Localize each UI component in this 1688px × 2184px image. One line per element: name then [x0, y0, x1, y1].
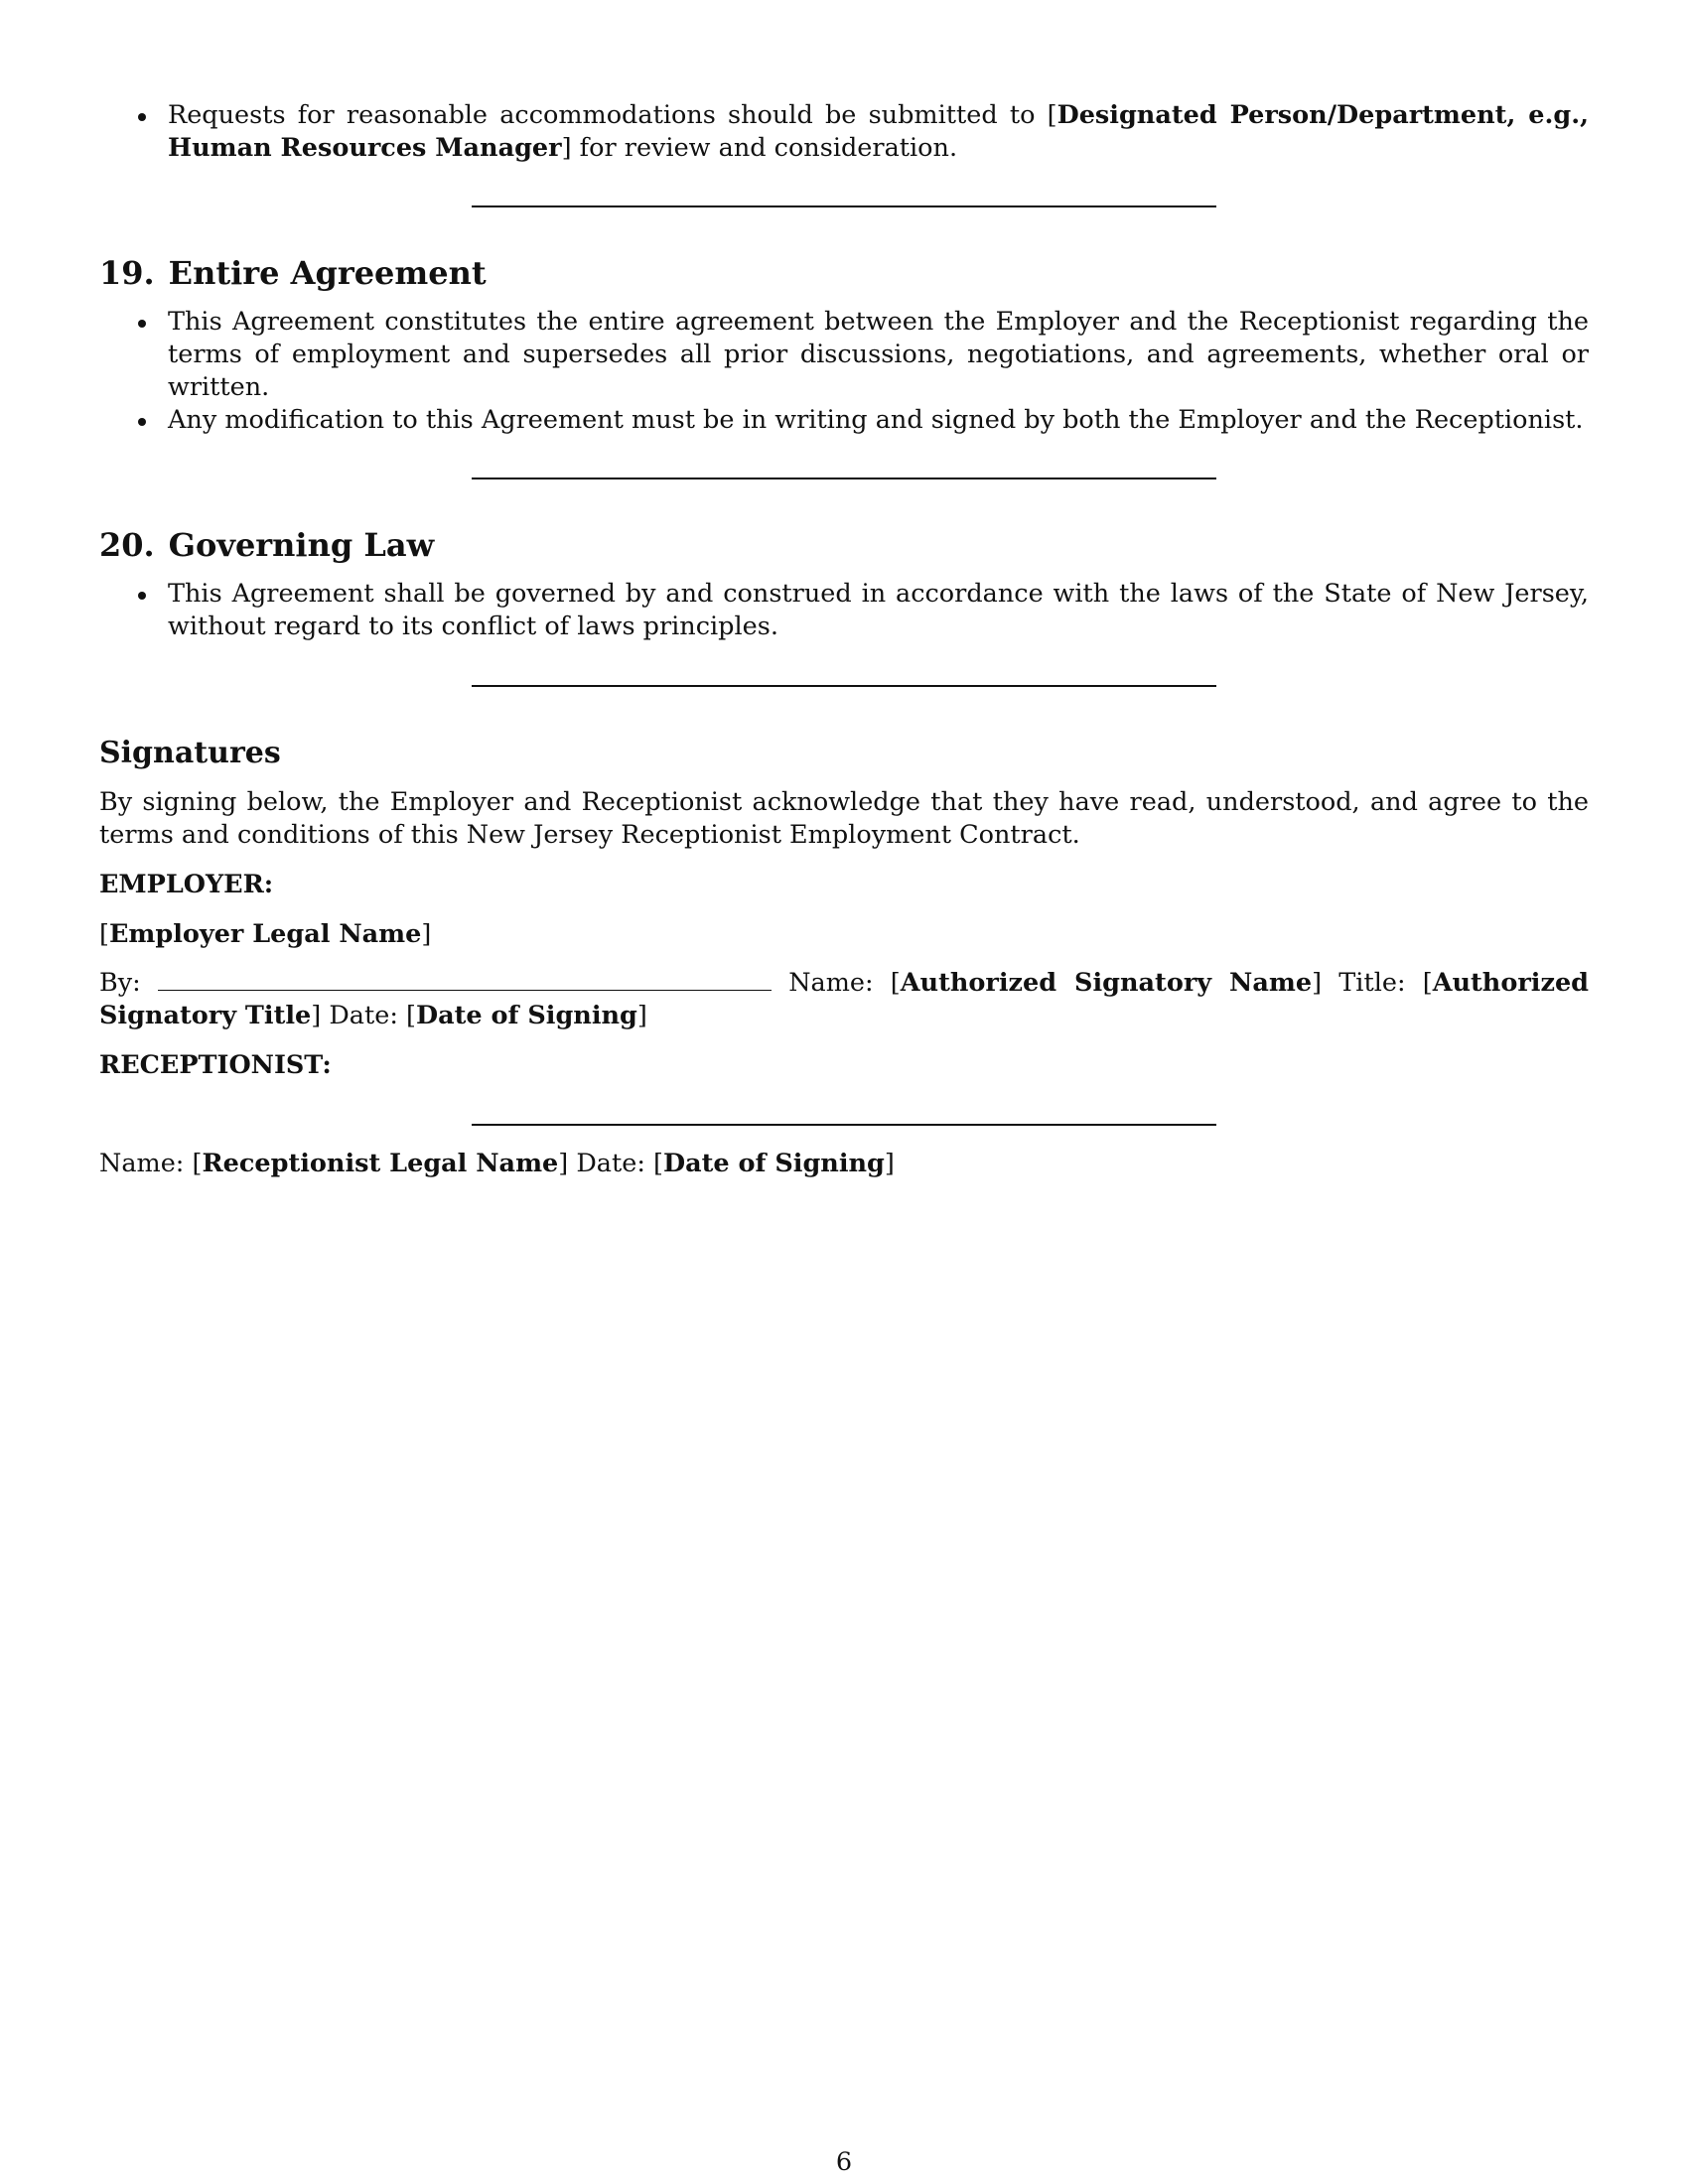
section-20-bullets: [99, 578, 1589, 643]
section-divider: [472, 685, 1216, 687]
receptionist-name: Receptionist Legal Name: [202, 1149, 559, 1178]
bracket-open: [: [99, 919, 109, 949]
signatory-name: Authorized Signatory Name: [900, 968, 1313, 998]
signatory-title: Authorized Signatory Title: [99, 968, 1590, 1030]
receptionist-name-label: Name:: [99, 1149, 185, 1178]
receptionist-date-value: Date of Signing: [662, 1149, 885, 1178]
signatures-intro: By signing below, the Employer and Receptionist acknowledge that they have read, understood, and agree to the terms and conditions of this New Jersey Receptionist Employment Contract.: [99, 787, 1589, 850]
title-label: Title:: [1338, 968, 1406, 998]
receptionist-signature-line[interactable]: [472, 1124, 1216, 1126]
bullet-icon: [138, 418, 146, 426]
receptionist-signature-block: Name: [Receptionist Legal Name] Date: [Date of Signing]: [99, 1149, 895, 1178]
employer-name-line: [99, 918, 1589, 951]
list-item: [99, 306, 1589, 404]
section-title: Governing Law: [168, 526, 435, 564]
receptionist-label: RECEPTIONIST:: [99, 1050, 332, 1080]
section-19-heading: [99, 253, 1589, 293]
bullet-text: Any modification to this Agreement must be in writing and signed by both the Employer and the Receptionist.: [168, 405, 1584, 435]
employer-name: Employer Legal Name: [108, 919, 422, 949]
by-label: By:: [99, 968, 141, 998]
page-number: 6: [835, 2147, 853, 2177]
employer-label: EMPLOYER:: [99, 870, 274, 899]
name-label: Name:: [788, 968, 874, 998]
date-value: Date of Signing: [415, 1001, 637, 1030]
list-item: [99, 578, 1589, 643]
employer-signature-line[interactable]: [158, 968, 772, 991]
section-number: 20.: [99, 526, 155, 564]
date-label: Date:: [329, 1001, 398, 1030]
document-page: [99, 99, 1589, 1180]
employer-signature-block: By: Name: [Authorized Signatory Name] Title: [Authorized Signatory Title] Date: [Date of Signing]: [99, 968, 1590, 1030]
section-20-heading: [99, 525, 1589, 565]
bullet-text-bold: Designated Person/Department, e.g., Human Resources Manager: [168, 100, 1589, 163]
bullet-text: This Agreement shall be governed by and construed in accordance with the laws of the State of New Jersey, without regard to its conflict of laws principles.: [168, 579, 1589, 641]
bullet-icon: [138, 320, 146, 328]
bullet-text: This Agreement constitutes the entire agreement between the Employer and the Receptionist regarding the terms of employment and supersedes all prior discussions, negotiations, and agreements, whether oral or written.: [168, 307, 1589, 402]
list-item: [99, 99, 1589, 165]
section-19-bullets: [99, 306, 1589, 437]
signatures-heading: Signatures: [99, 736, 281, 770]
bullet-icon: [138, 113, 146, 121]
bullet-text-pre: Requests for reasonable accommodations should be submitted to [: [168, 100, 1057, 130]
section-18-bullets: [99, 99, 1589, 165]
section-title: Entire Agreement: [168, 254, 487, 292]
bullet-text-post: ] for review and consideration.: [561, 133, 958, 163]
bracket-close: ]: [421, 919, 432, 949]
receptionist-date-label: Date:: [576, 1149, 645, 1178]
section-divider: [472, 478, 1216, 479]
section-divider: [472, 205, 1216, 207]
list-item: [99, 404, 1589, 437]
bullet-icon: [138, 592, 146, 600]
section-number: 19.: [99, 254, 155, 292]
